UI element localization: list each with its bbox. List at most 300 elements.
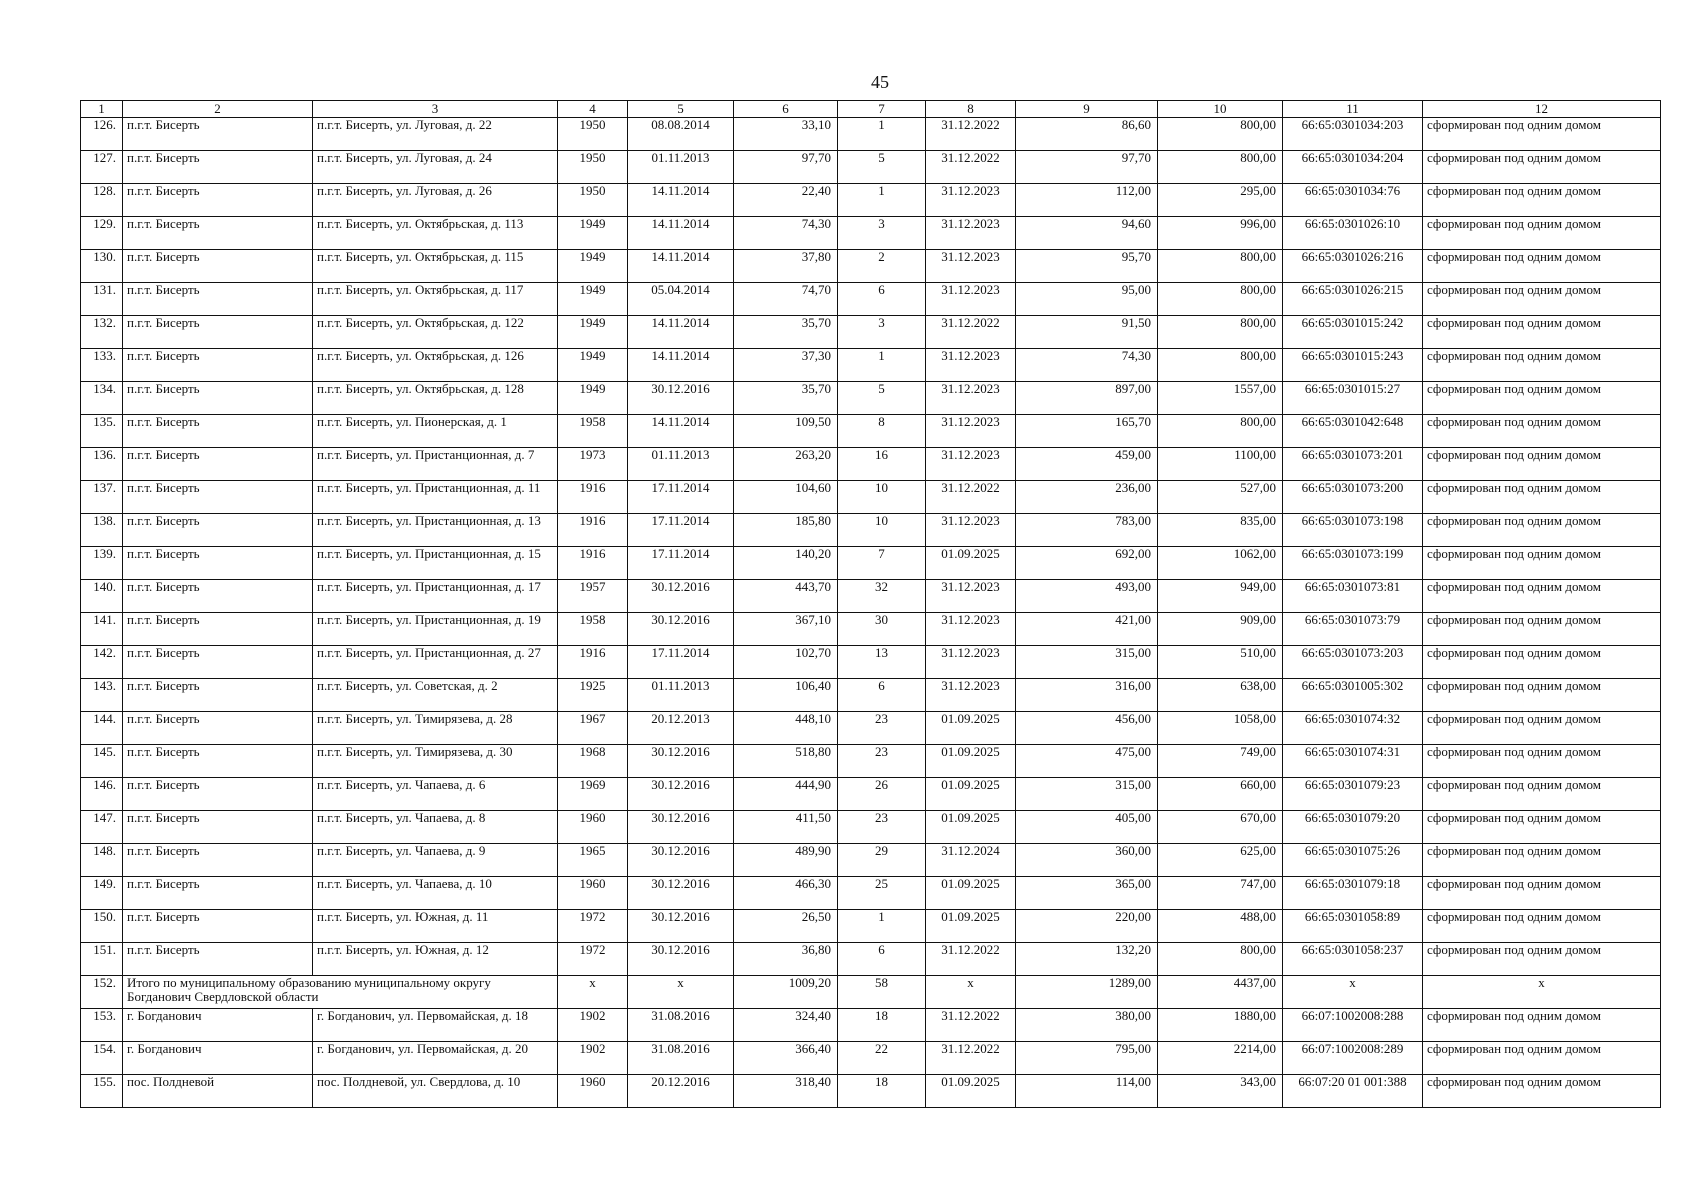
locality-cell: п.г.т. Бисерть <box>123 118 313 151</box>
locality-cell: п.г.т. Бисерть <box>123 646 313 679</box>
status-cell: сформирован под одним домом <box>1423 514 1661 547</box>
date-cell: 01.11.2013 <box>628 448 734 481</box>
address-cell: п.г.т. Бисерть, ул. Луговая, д. 26 <box>313 184 558 217</box>
locality-cell: п.г.т. Бисерть <box>123 217 313 250</box>
date-cell: 30.12.2016 <box>628 910 734 943</box>
status-cell: сформирован под одним домом <box>1423 283 1661 316</box>
row-number: 129. <box>81 217 123 250</box>
value-10-cell: 747,00 <box>1158 877 1283 910</box>
date-cell: 30.12.2016 <box>628 877 734 910</box>
address-cell: п.г.т. Бисерть, ул. Пристанционная, д. 27 <box>313 646 558 679</box>
residents-cell: 3 <box>838 316 926 349</box>
residents-cell: 23 <box>838 811 926 844</box>
value-9-cell: 95,70 <box>1016 250 1158 283</box>
deadline-cell: 31.12.2023 <box>926 646 1016 679</box>
year-cell: 1916 <box>558 481 628 514</box>
locality-cell: п.г.т. Бисерть <box>123 448 313 481</box>
value-10-cell: 295,00 <box>1158 184 1283 217</box>
value-10-cell: 800,00 <box>1158 316 1283 349</box>
value-9-cell: 114,00 <box>1016 1075 1158 1108</box>
row-number: 143. <box>81 679 123 712</box>
residents-cell: 1 <box>838 118 926 151</box>
status-cell: сформирован под одним домом <box>1423 811 1661 844</box>
row-number: 134. <box>81 382 123 415</box>
address-cell: п.г.т. Бисерть, ул. Пристанционная, д. 17 <box>313 580 558 613</box>
address-cell: п.г.т. Бисерть, ул. Чапаева, д. 8 <box>313 811 558 844</box>
address-cell: п.г.т. Бисерть, ул. Октябрьская, д. 117 <box>313 283 558 316</box>
status-cell: сформирован под одним домом <box>1423 349 1661 382</box>
residents-cell: 1 <box>838 910 926 943</box>
date-cell: 30.12.2016 <box>628 382 734 415</box>
residents-cell: 23 <box>838 745 926 778</box>
locality-cell: п.г.т. Бисерть <box>123 877 313 910</box>
deadline-cell: 31.12.2023 <box>926 415 1016 448</box>
year-cell: 1967 <box>558 712 628 745</box>
year-cell: 1958 <box>558 415 628 448</box>
address-cell: п.г.т. Бисерть, ул. Чапаева, д. 9 <box>313 844 558 877</box>
year-cell: 1957 <box>558 580 628 613</box>
deadline-cell: 31.12.2022 <box>926 316 1016 349</box>
year-cell: 1950 <box>558 118 628 151</box>
value-9-cell: 220,00 <box>1016 910 1158 943</box>
area-cell: 263,20 <box>734 448 838 481</box>
date-cell: 31.08.2016 <box>628 1009 734 1042</box>
value-10-cell: 835,00 <box>1158 514 1283 547</box>
year-cell: 1958 <box>558 613 628 646</box>
table-row <box>81 910 1661 943</box>
deadline-cell: 01.09.2025 <box>926 910 1016 943</box>
area-cell: 185,80 <box>734 514 838 547</box>
table-row <box>81 184 1661 217</box>
value-10-cell: 1557,00 <box>1158 382 1283 415</box>
status-cell: сформирован под одним домом <box>1423 382 1661 415</box>
address-cell: п.г.т. Бисерть, ул. Южная, д. 11 <box>313 910 558 943</box>
cadastral-number-cell: 66:65:0301073:81 <box>1283 580 1423 613</box>
row-number: 145. <box>81 745 123 778</box>
value-9-cell: 95,00 <box>1016 283 1158 316</box>
date-cell: 14.11.2014 <box>628 217 734 250</box>
status-cell: сформирован под одним домом <box>1423 217 1661 250</box>
address-cell: п.г.т. Бисерть, ул. Чапаева, д. 6 <box>313 778 558 811</box>
locality-cell: г. Богданович <box>123 1042 313 1075</box>
locality-cell: п.г.т. Бисерть <box>123 250 313 283</box>
area-cell: 26,50 <box>734 910 838 943</box>
date-cell: 14.11.2014 <box>628 349 734 382</box>
status-cell: сформирован под одним домом <box>1423 151 1661 184</box>
value-10-cell: 800,00 <box>1158 415 1283 448</box>
row-number: 146. <box>81 778 123 811</box>
column-header: 8 <box>926 101 1016 118</box>
area-cell: 97,70 <box>734 151 838 184</box>
table-row <box>81 382 1661 415</box>
column-header: 1 <box>81 101 123 118</box>
address-cell: п.г.т. Бисерть, ул. Октябрьская, д. 115 <box>313 250 558 283</box>
residents-cell: 30 <box>838 613 926 646</box>
address-cell: п.г.т. Бисерть, ул. Пристанционная, д. 15 <box>313 547 558 580</box>
status-cell: сформирован под одним домом <box>1423 1075 1661 1108</box>
status-cell: сформирован под одним домом <box>1423 778 1661 811</box>
table-row <box>81 646 1661 679</box>
table-row <box>81 415 1661 448</box>
value-9-cell: 316,00 <box>1016 679 1158 712</box>
cadastral-number-cell: 66:65:0301026:10 <box>1283 217 1423 250</box>
year-cell: 1902 <box>558 1042 628 1075</box>
residents-cell: 25 <box>838 877 926 910</box>
table-row <box>81 250 1661 283</box>
value-10-cell: 343,00 <box>1158 1075 1283 1108</box>
row-number: 153. <box>81 1009 123 1042</box>
address-cell: п.г.т. Бисерть, ул. Пристанционная, д. 7 <box>313 448 558 481</box>
year-cell: 1949 <box>558 382 628 415</box>
deadline-cell: 31.12.2023 <box>926 250 1016 283</box>
value-9-cell: 365,00 <box>1016 877 1158 910</box>
status-cell: сформирован под одним домом <box>1423 184 1661 217</box>
year-cell: 1960 <box>558 877 628 910</box>
total-label-cell: Итого по муниципальному образованию муниципальному округу Богданович Свердловской области <box>123 976 558 1009</box>
deadline-cell: 01.09.2025 <box>926 877 1016 910</box>
area-cell: 324,40 <box>734 1009 838 1042</box>
cadastral-number-cell: 66:65:0301005:302 <box>1283 679 1423 712</box>
date-cell: 30.12.2016 <box>628 844 734 877</box>
cadastral-number-cell: 66:65:0301015:27 <box>1283 382 1423 415</box>
address-cell: п.г.т. Бисерть, ул. Октябрьская, д. 122 <box>313 316 558 349</box>
date-cell: 05.04.2014 <box>628 283 734 316</box>
year-cell: 1960 <box>558 811 628 844</box>
value-10-cell: 909,00 <box>1158 613 1283 646</box>
table-row <box>81 844 1661 877</box>
value-10-cell: 488,00 <box>1158 910 1283 943</box>
address-cell: пос. Полдневой, ул. Свердлова, д. 10 <box>313 1075 558 1108</box>
locality-cell: п.г.т. Бисерть <box>123 514 313 547</box>
value-9-cell: 380,00 <box>1016 1009 1158 1042</box>
date-cell: 17.11.2014 <box>628 646 734 679</box>
residents-cell: 10 <box>838 514 926 547</box>
area-cell: 35,70 <box>734 382 838 415</box>
row-number: 147. <box>81 811 123 844</box>
area-cell: 444,90 <box>734 778 838 811</box>
area-cell: 448,10 <box>734 712 838 745</box>
row-number: 130. <box>81 250 123 283</box>
address-cell: п.г.т. Бисерть, ул. Октябрьская, д. 128 <box>313 382 558 415</box>
value-10-cell: 670,00 <box>1158 811 1283 844</box>
cadastral-number-cell: x <box>1283 976 1423 1009</box>
area-cell: 1009,20 <box>734 976 838 1009</box>
row-number: 151. <box>81 943 123 976</box>
value-10-cell: 800,00 <box>1158 349 1283 382</box>
residents-cell: 8 <box>838 415 926 448</box>
locality-cell: п.г.т. Бисерть <box>123 844 313 877</box>
cadastral-number-cell: 66:65:0301042:648 <box>1283 415 1423 448</box>
value-10-cell: 1880,00 <box>1158 1009 1283 1042</box>
deadline-cell: 01.09.2025 <box>926 811 1016 844</box>
deadline-cell: 31.12.2024 <box>926 844 1016 877</box>
table-row <box>81 349 1661 382</box>
year-cell: x <box>558 976 628 1009</box>
status-cell: сформирован под одним домом <box>1423 943 1661 976</box>
cadastral-number-cell: 66:65:0301073:201 <box>1283 448 1423 481</box>
date-cell: 30.12.2016 <box>628 580 734 613</box>
deadline-cell: 31.12.2023 <box>926 349 1016 382</box>
cadastral-number-cell: 66:65:0301079:23 <box>1283 778 1423 811</box>
value-9-cell: 91,50 <box>1016 316 1158 349</box>
residents-cell: 18 <box>838 1075 926 1108</box>
locality-cell: п.г.т. Бисерть <box>123 811 313 844</box>
deadline-cell: 31.12.2022 <box>926 1042 1016 1075</box>
status-cell: сформирован под одним домом <box>1423 844 1661 877</box>
date-cell: 14.11.2014 <box>628 415 734 448</box>
date-cell: 17.11.2014 <box>628 481 734 514</box>
residents-cell: 5 <box>838 151 926 184</box>
year-cell: 1925 <box>558 679 628 712</box>
deadline-cell: 31.12.2023 <box>926 382 1016 415</box>
cadastral-number-cell: 66:65:0301058:89 <box>1283 910 1423 943</box>
table-row <box>81 1009 1661 1042</box>
status-cell: сформирован под одним домом <box>1423 547 1661 580</box>
locality-cell: п.г.т. Бисерть <box>123 415 313 448</box>
row-number: 148. <box>81 844 123 877</box>
address-cell: п.г.т. Бисерть, ул. Тимирязева, д. 28 <box>313 712 558 745</box>
table-row <box>81 943 1661 976</box>
status-cell: сформирован под одним домом <box>1423 118 1661 151</box>
year-cell: 1949 <box>558 217 628 250</box>
area-cell: 74,70 <box>734 283 838 316</box>
table-body <box>81 118 1661 1108</box>
status-cell: сформирован под одним домом <box>1423 679 1661 712</box>
residents-cell: 26 <box>838 778 926 811</box>
area-cell: 518,80 <box>734 745 838 778</box>
date-cell: 14.11.2014 <box>628 316 734 349</box>
value-9-cell: 897,00 <box>1016 382 1158 415</box>
area-cell: 489,90 <box>734 844 838 877</box>
value-10-cell: 2214,00 <box>1158 1042 1283 1075</box>
date-cell: 20.12.2016 <box>628 1075 734 1108</box>
table-row <box>81 217 1661 250</box>
table-row <box>81 877 1661 910</box>
cadastral-number-cell: 66:65:0301074:32 <box>1283 712 1423 745</box>
area-cell: 443,70 <box>734 580 838 613</box>
deadline-cell: 01.09.2025 <box>926 712 1016 745</box>
area-cell: 36,80 <box>734 943 838 976</box>
row-number: 152. <box>81 976 123 1009</box>
residents-cell: 5 <box>838 382 926 415</box>
cadastral-number-cell: 66:65:0301058:237 <box>1283 943 1423 976</box>
cadastral-number-cell: 66:07:1002008:289 <box>1283 1042 1423 1075</box>
address-cell: п.г.т. Бисерть, ул. Луговая, д. 22 <box>313 118 558 151</box>
table-row <box>81 679 1661 712</box>
cadastral-number-cell: 66:65:0301026:215 <box>1283 283 1423 316</box>
value-9-cell: 1289,00 <box>1016 976 1158 1009</box>
column-header: 9 <box>1016 101 1158 118</box>
value-10-cell: 638,00 <box>1158 679 1283 712</box>
residents-cell: 2 <box>838 250 926 283</box>
value-9-cell: 132,20 <box>1016 943 1158 976</box>
address-cell: п.г.т. Бисерть, ул. Советская, д. 2 <box>313 679 558 712</box>
row-number: 141. <box>81 613 123 646</box>
value-10-cell: 4437,00 <box>1158 976 1283 1009</box>
residents-cell: 22 <box>838 1042 926 1075</box>
cadastral-number-cell: 66:65:0301073:198 <box>1283 514 1423 547</box>
deadline-cell: 31.12.2023 <box>926 217 1016 250</box>
address-cell: п.г.т. Бисерть, ул. Южная, д. 12 <box>313 943 558 976</box>
deadline-cell: 31.12.2023 <box>926 283 1016 316</box>
status-cell: сформирован под одним домом <box>1423 250 1661 283</box>
cadastral-number-cell: 66:65:0301074:31 <box>1283 745 1423 778</box>
column-header: 12 <box>1423 101 1661 118</box>
residents-cell: 6 <box>838 679 926 712</box>
locality-cell: п.г.т. Бисерть <box>123 184 313 217</box>
year-cell: 1973 <box>558 448 628 481</box>
value-10-cell: 996,00 <box>1158 217 1283 250</box>
table-row <box>81 613 1661 646</box>
residents-cell: 23 <box>838 712 926 745</box>
cadastral-number-cell: 66:65:0301073:199 <box>1283 547 1423 580</box>
value-9-cell: 74,30 <box>1016 349 1158 382</box>
table-row <box>81 514 1661 547</box>
year-cell: 1949 <box>558 349 628 382</box>
locality-cell: п.г.т. Бисерть <box>123 283 313 316</box>
cadastral-number-cell: 66:65:0301073:79 <box>1283 613 1423 646</box>
column-number-row <box>81 101 1661 118</box>
date-cell: 14.11.2014 <box>628 250 734 283</box>
locality-cell: п.г.т. Бисерть <box>123 712 313 745</box>
date-cell: 30.12.2016 <box>628 811 734 844</box>
value-10-cell: 800,00 <box>1158 283 1283 316</box>
residents-cell: 29 <box>838 844 926 877</box>
value-9-cell: 315,00 <box>1016 778 1158 811</box>
date-cell: 20.12.2013 <box>628 712 734 745</box>
area-cell: 33,10 <box>734 118 838 151</box>
cadastral-number-cell: 66:65:0301015:242 <box>1283 316 1423 349</box>
deadline-cell: 31.12.2023 <box>926 514 1016 547</box>
cadastral-number-cell: 66:65:0301015:243 <box>1283 349 1423 382</box>
area-cell: 466,30 <box>734 877 838 910</box>
column-header: 2 <box>123 101 313 118</box>
locality-cell: пос. Полдневой <box>123 1075 313 1108</box>
residents-cell: 1 <box>838 349 926 382</box>
column-header: 3 <box>313 101 558 118</box>
deadline-cell: 31.12.2023 <box>926 184 1016 217</box>
column-header: 10 <box>1158 101 1283 118</box>
value-10-cell: 625,00 <box>1158 844 1283 877</box>
status-cell: сформирован под одним домом <box>1423 580 1661 613</box>
row-number: 135. <box>81 415 123 448</box>
value-10-cell: 1062,00 <box>1158 547 1283 580</box>
area-cell: 366,40 <box>734 1042 838 1075</box>
status-cell: сформирован под одним домом <box>1423 613 1661 646</box>
status-cell: x <box>1423 976 1661 1009</box>
address-cell: п.г.т. Бисерть, ул. Октябрьская, д. 113 <box>313 217 558 250</box>
row-number: 144. <box>81 712 123 745</box>
locality-cell: п.г.т. Бисерть <box>123 382 313 415</box>
status-cell: сформирован под одним домом <box>1423 712 1661 745</box>
deadline-cell: 31.12.2022 <box>926 481 1016 514</box>
value-10-cell: 800,00 <box>1158 250 1283 283</box>
deadline-cell: 01.09.2025 <box>926 745 1016 778</box>
address-cell: п.г.т. Бисерть, ул. Октябрьская, д. 126 <box>313 349 558 382</box>
value-9-cell: 97,70 <box>1016 151 1158 184</box>
address-cell: п.г.т. Бисерть, ул. Тимирязева, д. 30 <box>313 745 558 778</box>
value-9-cell: 795,00 <box>1016 1042 1158 1075</box>
status-cell: сформирован под одним домом <box>1423 877 1661 910</box>
column-header: 6 <box>734 101 838 118</box>
year-cell: 1969 <box>558 778 628 811</box>
date-cell: 08.08.2014 <box>628 118 734 151</box>
locality-cell: п.г.т. Бисерть <box>123 580 313 613</box>
table-row <box>81 745 1661 778</box>
table-row <box>81 547 1661 580</box>
address-cell: п.г.т. Бисерть, ул. Чапаева, д. 10 <box>313 877 558 910</box>
year-cell: 1972 <box>558 910 628 943</box>
year-cell: 1950 <box>558 151 628 184</box>
status-cell: сформирован под одним домом <box>1423 481 1661 514</box>
table-row <box>81 448 1661 481</box>
value-9-cell: 475,00 <box>1016 745 1158 778</box>
address-cell: п.г.т. Бисерть, ул. Пристанционная, д. 11 <box>313 481 558 514</box>
year-cell: 1916 <box>558 547 628 580</box>
value-9-cell: 315,00 <box>1016 646 1158 679</box>
year-cell: 1949 <box>558 250 628 283</box>
status-cell: сформирован под одним домом <box>1423 646 1661 679</box>
area-cell: 102,70 <box>734 646 838 679</box>
row-number: 149. <box>81 877 123 910</box>
row-number: 154. <box>81 1042 123 1075</box>
row-number: 138. <box>81 514 123 547</box>
cadastral-number-cell: 66:65:0301034:76 <box>1283 184 1423 217</box>
value-9-cell: 360,00 <box>1016 844 1158 877</box>
deadline-cell: 31.12.2023 <box>926 679 1016 712</box>
year-cell: 1916 <box>558 514 628 547</box>
residents-cell: 13 <box>838 646 926 679</box>
year-cell: 1968 <box>558 745 628 778</box>
table-row <box>81 712 1661 745</box>
value-10-cell: 510,00 <box>1158 646 1283 679</box>
row-number: 137. <box>81 481 123 514</box>
residents-cell: 1 <box>838 184 926 217</box>
area-cell: 74,30 <box>734 217 838 250</box>
residents-cell: 10 <box>838 481 926 514</box>
residents-cell: 6 <box>838 943 926 976</box>
year-cell: 1960 <box>558 1075 628 1108</box>
year-cell: 1916 <box>558 646 628 679</box>
locality-cell: п.г.т. Бисерть <box>123 547 313 580</box>
status-cell: сформирован под одним домом <box>1423 910 1661 943</box>
locality-cell: п.г.т. Бисерть <box>123 910 313 943</box>
status-cell: сформирован под одним домом <box>1423 1042 1661 1075</box>
date-cell: 17.11.2014 <box>628 514 734 547</box>
address-cell: п.г.т. Бисерть, ул. Пристанционная, д. 13 <box>313 514 558 547</box>
date-cell: 30.12.2016 <box>628 778 734 811</box>
address-cell: п.г.т. Бисерть, ул. Пионерская, д. 1 <box>313 415 558 448</box>
column-header: 7 <box>838 101 926 118</box>
locality-cell: п.г.т. Бисерть <box>123 481 313 514</box>
value-9-cell: 86,60 <box>1016 118 1158 151</box>
date-cell: 17.11.2014 <box>628 547 734 580</box>
area-cell: 140,20 <box>734 547 838 580</box>
row-number: 128. <box>81 184 123 217</box>
status-cell: сформирован под одним домом <box>1423 745 1661 778</box>
value-10-cell: 749,00 <box>1158 745 1283 778</box>
cadastral-number-cell: 66:65:0301075:26 <box>1283 844 1423 877</box>
table-row <box>81 283 1661 316</box>
area-cell: 37,30 <box>734 349 838 382</box>
table-row <box>81 481 1661 514</box>
date-cell: 30.12.2016 <box>628 745 734 778</box>
cadastral-number-cell: 66:65:0301034:203 <box>1283 118 1423 151</box>
year-cell: 1950 <box>558 184 628 217</box>
value-10-cell: 660,00 <box>1158 778 1283 811</box>
residents-cell: 3 <box>838 217 926 250</box>
value-9-cell: 165,70 <box>1016 415 1158 448</box>
